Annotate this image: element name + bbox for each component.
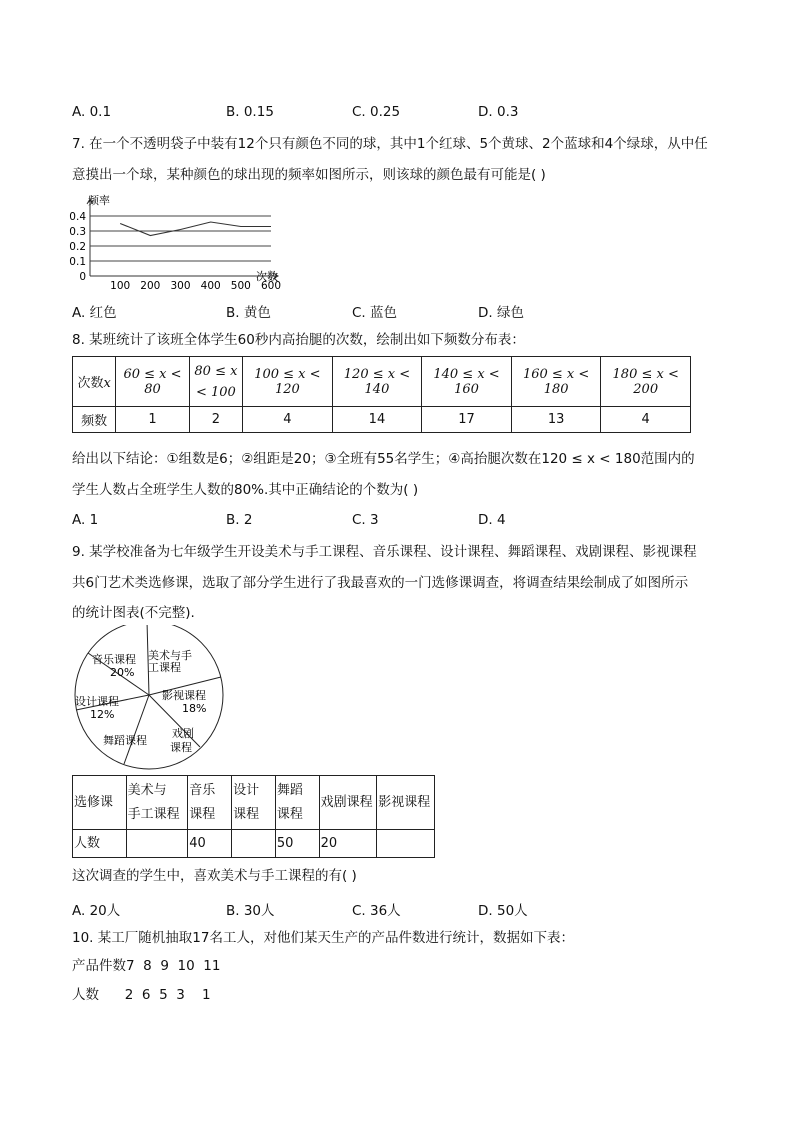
chart-ytick-label: 0 bbox=[79, 271, 86, 283]
course-header: 影视课程 bbox=[377, 776, 435, 830]
pie-label-film: 影视课程 bbox=[162, 689, 206, 702]
chart-ytick-label: 0.2 bbox=[69, 241, 86, 253]
q9-stem-line3: 的统计图表(不完整). bbox=[72, 605, 195, 621]
course-header: 选修课 bbox=[73, 776, 127, 830]
q8-stem: 8. 某班统计了该班全体学生60秒内高抬腿的次数，绘制出如下频数分布表： bbox=[72, 332, 525, 348]
q6-option-d[interactable]: D. 0.3 bbox=[478, 104, 519, 120]
chart-ytick-label: 0.1 bbox=[69, 256, 86, 268]
pie-label-music: 音乐课程 bbox=[92, 653, 136, 666]
q8-conclusion-line2: 学生人数占全班学生人数的80%.其中正确结论的个数为( ) bbox=[72, 482, 419, 498]
q9-option-b[interactable]: B. 30人 bbox=[226, 903, 275, 919]
count-cell: 2 bbox=[189, 407, 242, 433]
interval-cell: 140 ≤ x < 160 bbox=[422, 357, 512, 407]
pie-label-art: 工课程 bbox=[148, 661, 181, 674]
q7-option-d[interactable]: D. 绿色 bbox=[478, 305, 524, 321]
interval-cell: 160 ≤ x < 180 bbox=[511, 357, 601, 407]
pie-label-drama: 课程 bbox=[170, 741, 192, 754]
q9-option-c[interactable]: C. 36人 bbox=[352, 903, 401, 919]
q10-data-row-people: 人数 2 6 5 3 1 bbox=[72, 987, 211, 1003]
q8-option-a[interactable]: A. 1 bbox=[72, 512, 99, 528]
count-cell: 13 bbox=[511, 407, 601, 433]
chart-xtick-label: 500 bbox=[230, 280, 251, 292]
q7-stem-line2: 意摸出一个球，某种颜色的球出现的频率如图所示，则该球的颜色最有可能是( ) bbox=[72, 167, 546, 183]
chart-ytick-label: 0.3 bbox=[69, 226, 86, 238]
q7-option-b[interactable]: B. 黄色 bbox=[226, 305, 271, 321]
table-header-frequency: 频数 bbox=[73, 407, 116, 433]
q7-option-a[interactable]: A. 红色 bbox=[72, 305, 117, 321]
course-header: 设计 课程 bbox=[232, 776, 276, 830]
interval-cell: 120 ≤ x < 140 bbox=[332, 357, 422, 407]
pie-label-design-pct: 12% bbox=[90, 708, 115, 721]
frequency-line-chart bbox=[60, 190, 290, 295]
count-cell: 14 bbox=[332, 407, 422, 433]
q7-stem-line1: 7. 在一个不透明袋子中装有12个只有颜色不同的球，其中1个红球、5个黄球、2个蓝球和4个绿球，从中任 bbox=[72, 136, 708, 152]
q9-stem-line1: 9. 某学校准备为七年级学生开设美术与手工课程、音乐课程、设计课程、舞蹈课程、戏剧课程、影视课程 bbox=[72, 544, 697, 560]
q8-conclusion-line1: 给出以下结论：①组数是6；②组距是20；③全班有55名学生；④高抬腿次数在120 ≤ x < 180范围内的 bbox=[72, 451, 695, 467]
q8-option-c[interactable]: C. 3 bbox=[352, 512, 379, 528]
course-count-cell: 40 bbox=[188, 830, 232, 858]
frequency-series-line bbox=[120, 222, 271, 236]
course-header: 美术与 手工课程 bbox=[126, 776, 188, 830]
q8-option-d[interactable]: D. 4 bbox=[478, 512, 506, 528]
q10-stem: 10. 某工厂随机抽取17名工人，对他们某天生产的产品件数进行统计，数据如下表： bbox=[72, 930, 574, 946]
count-cell: 1 bbox=[116, 407, 189, 433]
q6-option-a[interactable]: A. 0.1 bbox=[72, 104, 112, 120]
course-count-cell bbox=[126, 830, 188, 858]
q9-stem-line2: 共6门艺术类选修课，选取了部分学生进行了我最喜欢的一门选修课调查，将调查结果绘制成了如图所示 bbox=[72, 575, 689, 591]
pie-label-music-pct: 20% bbox=[110, 666, 135, 679]
chart-xtick-label: 400 bbox=[200, 280, 221, 292]
count-cell: 4 bbox=[601, 407, 691, 433]
q7-option-c[interactable]: C. 蓝色 bbox=[352, 305, 398, 321]
pie-label-film-pct: 18% bbox=[182, 702, 207, 715]
course-header: 戏剧课程 bbox=[319, 776, 377, 830]
q6-option-c[interactable]: C. 0.25 bbox=[352, 104, 401, 120]
course-table bbox=[72, 775, 435, 858]
course-header: 音乐 课程 bbox=[188, 776, 232, 830]
q9-option-d[interactable]: D. 50人 bbox=[478, 903, 528, 919]
chart-xtick-label: 300 bbox=[170, 280, 191, 292]
q6-option-b[interactable]: B. 0.15 bbox=[226, 104, 274, 120]
course-pie-chart bbox=[70, 625, 230, 775]
count-cell: 4 bbox=[243, 407, 333, 433]
q10-data-row-products: 产品件数7 8 9 10 11 bbox=[72, 958, 221, 974]
course-count-label: 人数 bbox=[73, 830, 127, 858]
course-count-cell: 50 bbox=[275, 830, 319, 858]
table-header-count: 次数x bbox=[73, 357, 116, 407]
chart-ylabel: 频率 bbox=[88, 194, 110, 207]
course-count-cell: 20 bbox=[319, 830, 377, 858]
pie-label-drama: 戏剧 bbox=[172, 727, 194, 740]
count-cell: 17 bbox=[422, 407, 512, 433]
q8-option-b[interactable]: B. 2 bbox=[226, 512, 253, 528]
chart-xtick-label: 200 bbox=[140, 280, 161, 292]
q9-question: 这次调查的学生中，喜欢美术与手工课程的有( ) bbox=[72, 868, 357, 884]
q9-option-a[interactable]: A. 20人 bbox=[72, 903, 121, 919]
interval-cell: 60 ≤ x < 80 bbox=[116, 357, 189, 407]
chart-xtick-label: 100 bbox=[110, 280, 131, 292]
interval-cell: 80 ≤ x < 100 bbox=[189, 357, 242, 407]
chart-xlabel: 次数 bbox=[256, 270, 278, 283]
course-count-cell bbox=[232, 830, 276, 858]
course-header: 舞蹈 课程 bbox=[275, 776, 319, 830]
chart-ytick-label: 0.4 bbox=[69, 211, 86, 223]
interval-cell: 180 ≤ x < 200 bbox=[601, 357, 691, 407]
interval-cell: 100 ≤ x < 120 bbox=[243, 357, 333, 407]
pie-label-dance: 舞蹈课程 bbox=[103, 734, 147, 747]
course-count-cell bbox=[377, 830, 435, 858]
pie-label-design: 设计课程 bbox=[75, 695, 119, 708]
chart-xtick-label: 600 bbox=[260, 280, 282, 292]
pie-label-art: 美术与手 bbox=[148, 649, 192, 662]
frequency-table bbox=[72, 356, 691, 433]
